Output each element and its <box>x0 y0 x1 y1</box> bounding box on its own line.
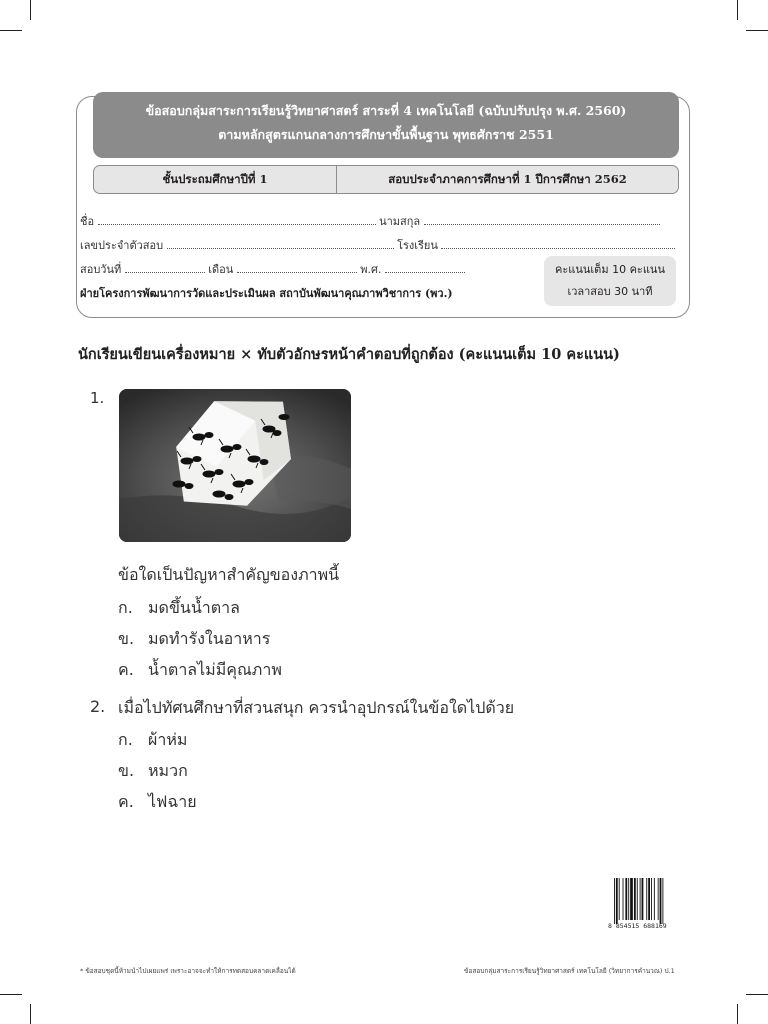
question-1-number: 1. <box>90 389 105 407</box>
question-1-choice-b[interactable] <box>118 627 270 652</box>
barcode-bar <box>660 878 662 924</box>
exam-duration: เวลาสอบ 30 นาที <box>567 285 653 298</box>
choice-letter: ก. <box>118 730 133 749</box>
choice-text: ผ้าห่ม <box>148 730 188 749</box>
barcode-bar <box>628 878 629 920</box>
year-label: พ.ศ. <box>360 263 382 276</box>
year-field[interactable] <box>385 263 465 273</box>
barcode-bar <box>654 878 655 920</box>
question-1-text: ข้อใดเป็นปัญหาสำคัญของภาพนี้ <box>118 565 340 584</box>
department-label: ฝ่ายโครงการพัฒนาการวัดและประเมินผล สถาบันพัฒนาคุณภาพวิชาการ (พว.) <box>80 287 453 300</box>
full-score: คะแนนเต็ม 10 คะแนน <box>555 263 665 276</box>
surname-field[interactable] <box>424 215 660 225</box>
barcode-bar <box>651 878 652 920</box>
footer-title: ข้อสอบกลุ่มสาระการเรียนรู้วิทยาศาสตร์ เทคโนโลยี (วิทยาการคำนวณ) ป.1 <box>464 967 675 975</box>
question-1-choice-c[interactable] <box>118 658 282 683</box>
barcode-bar <box>640 878 641 920</box>
choice-text: หมวก <box>148 761 188 780</box>
choice-text: มดทำรังในอาหาร <box>148 629 271 648</box>
crop-mark <box>30 1004 31 1024</box>
barcode-bar <box>658 878 659 920</box>
exam-term-label: สอบประจำภาคการศึกษาที่ 1 ปีการศึกษา 2562 <box>388 171 627 186</box>
choice-letter: ข. <box>118 629 135 648</box>
name-field[interactable] <box>98 215 376 225</box>
exam-date-field[interactable] <box>125 263 205 273</box>
exam-id-label: เลขประจำตัวสอบ <box>80 239 164 252</box>
school-field[interactable] <box>441 239 675 249</box>
month-field[interactable] <box>237 263 357 273</box>
choice-text: มดขึ้นน้ำตาล <box>148 598 240 617</box>
exam-title-line2: ตามหลักสูตรแกนกลางการศึกษาขั้นพื้นฐาน พุทธศักราช 2551 <box>218 127 554 142</box>
exam-date-row <box>80 260 465 278</box>
exam-title-line1: ข้อสอบกลุ่มสาระการเรียนรู้วิทยาศาสตร์ สาระที่ 4 เทคโนโลยี (ฉบับปรับปรุง พ.ศ. 2560) <box>145 103 627 118</box>
choice-letter: ค. <box>118 792 134 811</box>
crop-mark <box>0 30 22 31</box>
question-2-choice-a[interactable] <box>118 728 187 753</box>
name-label: ชื่อ <box>80 215 95 228</box>
barcode-digits: 8 854515 688169 <box>608 922 667 930</box>
choice-text: ไฟฉาย <box>148 792 197 811</box>
choice-letter: ก. <box>118 598 133 617</box>
footer-note: * ข้อสอบชุดนี้ห้ามนำไปเผยแพร่ เพราะอาจจะทำให้การทดสอบคลาดเคลื่อนได้ <box>80 967 296 975</box>
ants-on-sugar-image <box>119 389 351 542</box>
barcode-bar <box>625 878 627 920</box>
ants-on-sugar-illustration <box>119 389 351 542</box>
score-box <box>544 256 676 306</box>
barcode-bar <box>614 878 615 924</box>
barcode-bar <box>648 878 650 920</box>
barcode-bar <box>662 878 663 924</box>
choice-letter: ข. <box>118 761 135 780</box>
exam-id-row <box>80 236 675 254</box>
barcode-bar <box>646 878 647 920</box>
exam-title-band <box>93 92 679 158</box>
choice-letter: ค. <box>118 660 134 679</box>
question-2-number: 2. <box>90 697 106 716</box>
grade-label: ชั้นประถมศึกษาปีที่ 1 <box>94 166 337 193</box>
barcode-bar <box>619 878 620 920</box>
instruction-text: นักเรียนเขียนเครื่องหมาย × ทับตัวอักษรหน้าคำตอบที่ถูกต้อง (คะแนนเต็ม 10 คะแนน) <box>78 346 620 363</box>
name-row <box>80 212 660 230</box>
question-1-choice-a[interactable] <box>118 596 240 621</box>
surname-label: นามสกุล <box>379 215 421 228</box>
barcode-bar <box>630 878 633 920</box>
barcode <box>608 878 686 930</box>
question-2-choice-c[interactable] <box>118 790 197 815</box>
crop-mark <box>737 0 738 20</box>
exam-id-field[interactable] <box>167 239 394 249</box>
question-2-text: เมื่อไปทัศนศึกษาที่สวนสนุก ควรนำอุปกรณ์ในข้อใดไปด้วย <box>118 698 515 717</box>
barcode-bar <box>637 878 638 920</box>
grade-bar <box>93 165 679 194</box>
question-2-choice-b[interactable] <box>118 759 188 784</box>
barcode-bar <box>634 878 636 920</box>
exam-date-label: สอบวันที่ <box>80 263 122 276</box>
barcode-bar <box>616 878 618 924</box>
choice-text: น้ำตาลไม่มีคุณภาพ <box>148 660 282 679</box>
crop-mark <box>30 0 31 20</box>
crop-mark <box>746 994 768 995</box>
crop-mark <box>737 1004 738 1024</box>
month-label: เดือน <box>208 263 234 276</box>
crop-mark <box>0 994 22 995</box>
school-label: โรงเรียน <box>397 239 438 252</box>
crop-mark <box>746 30 768 31</box>
barcode-bar <box>642 878 644 920</box>
barcode-bar <box>623 878 624 920</box>
